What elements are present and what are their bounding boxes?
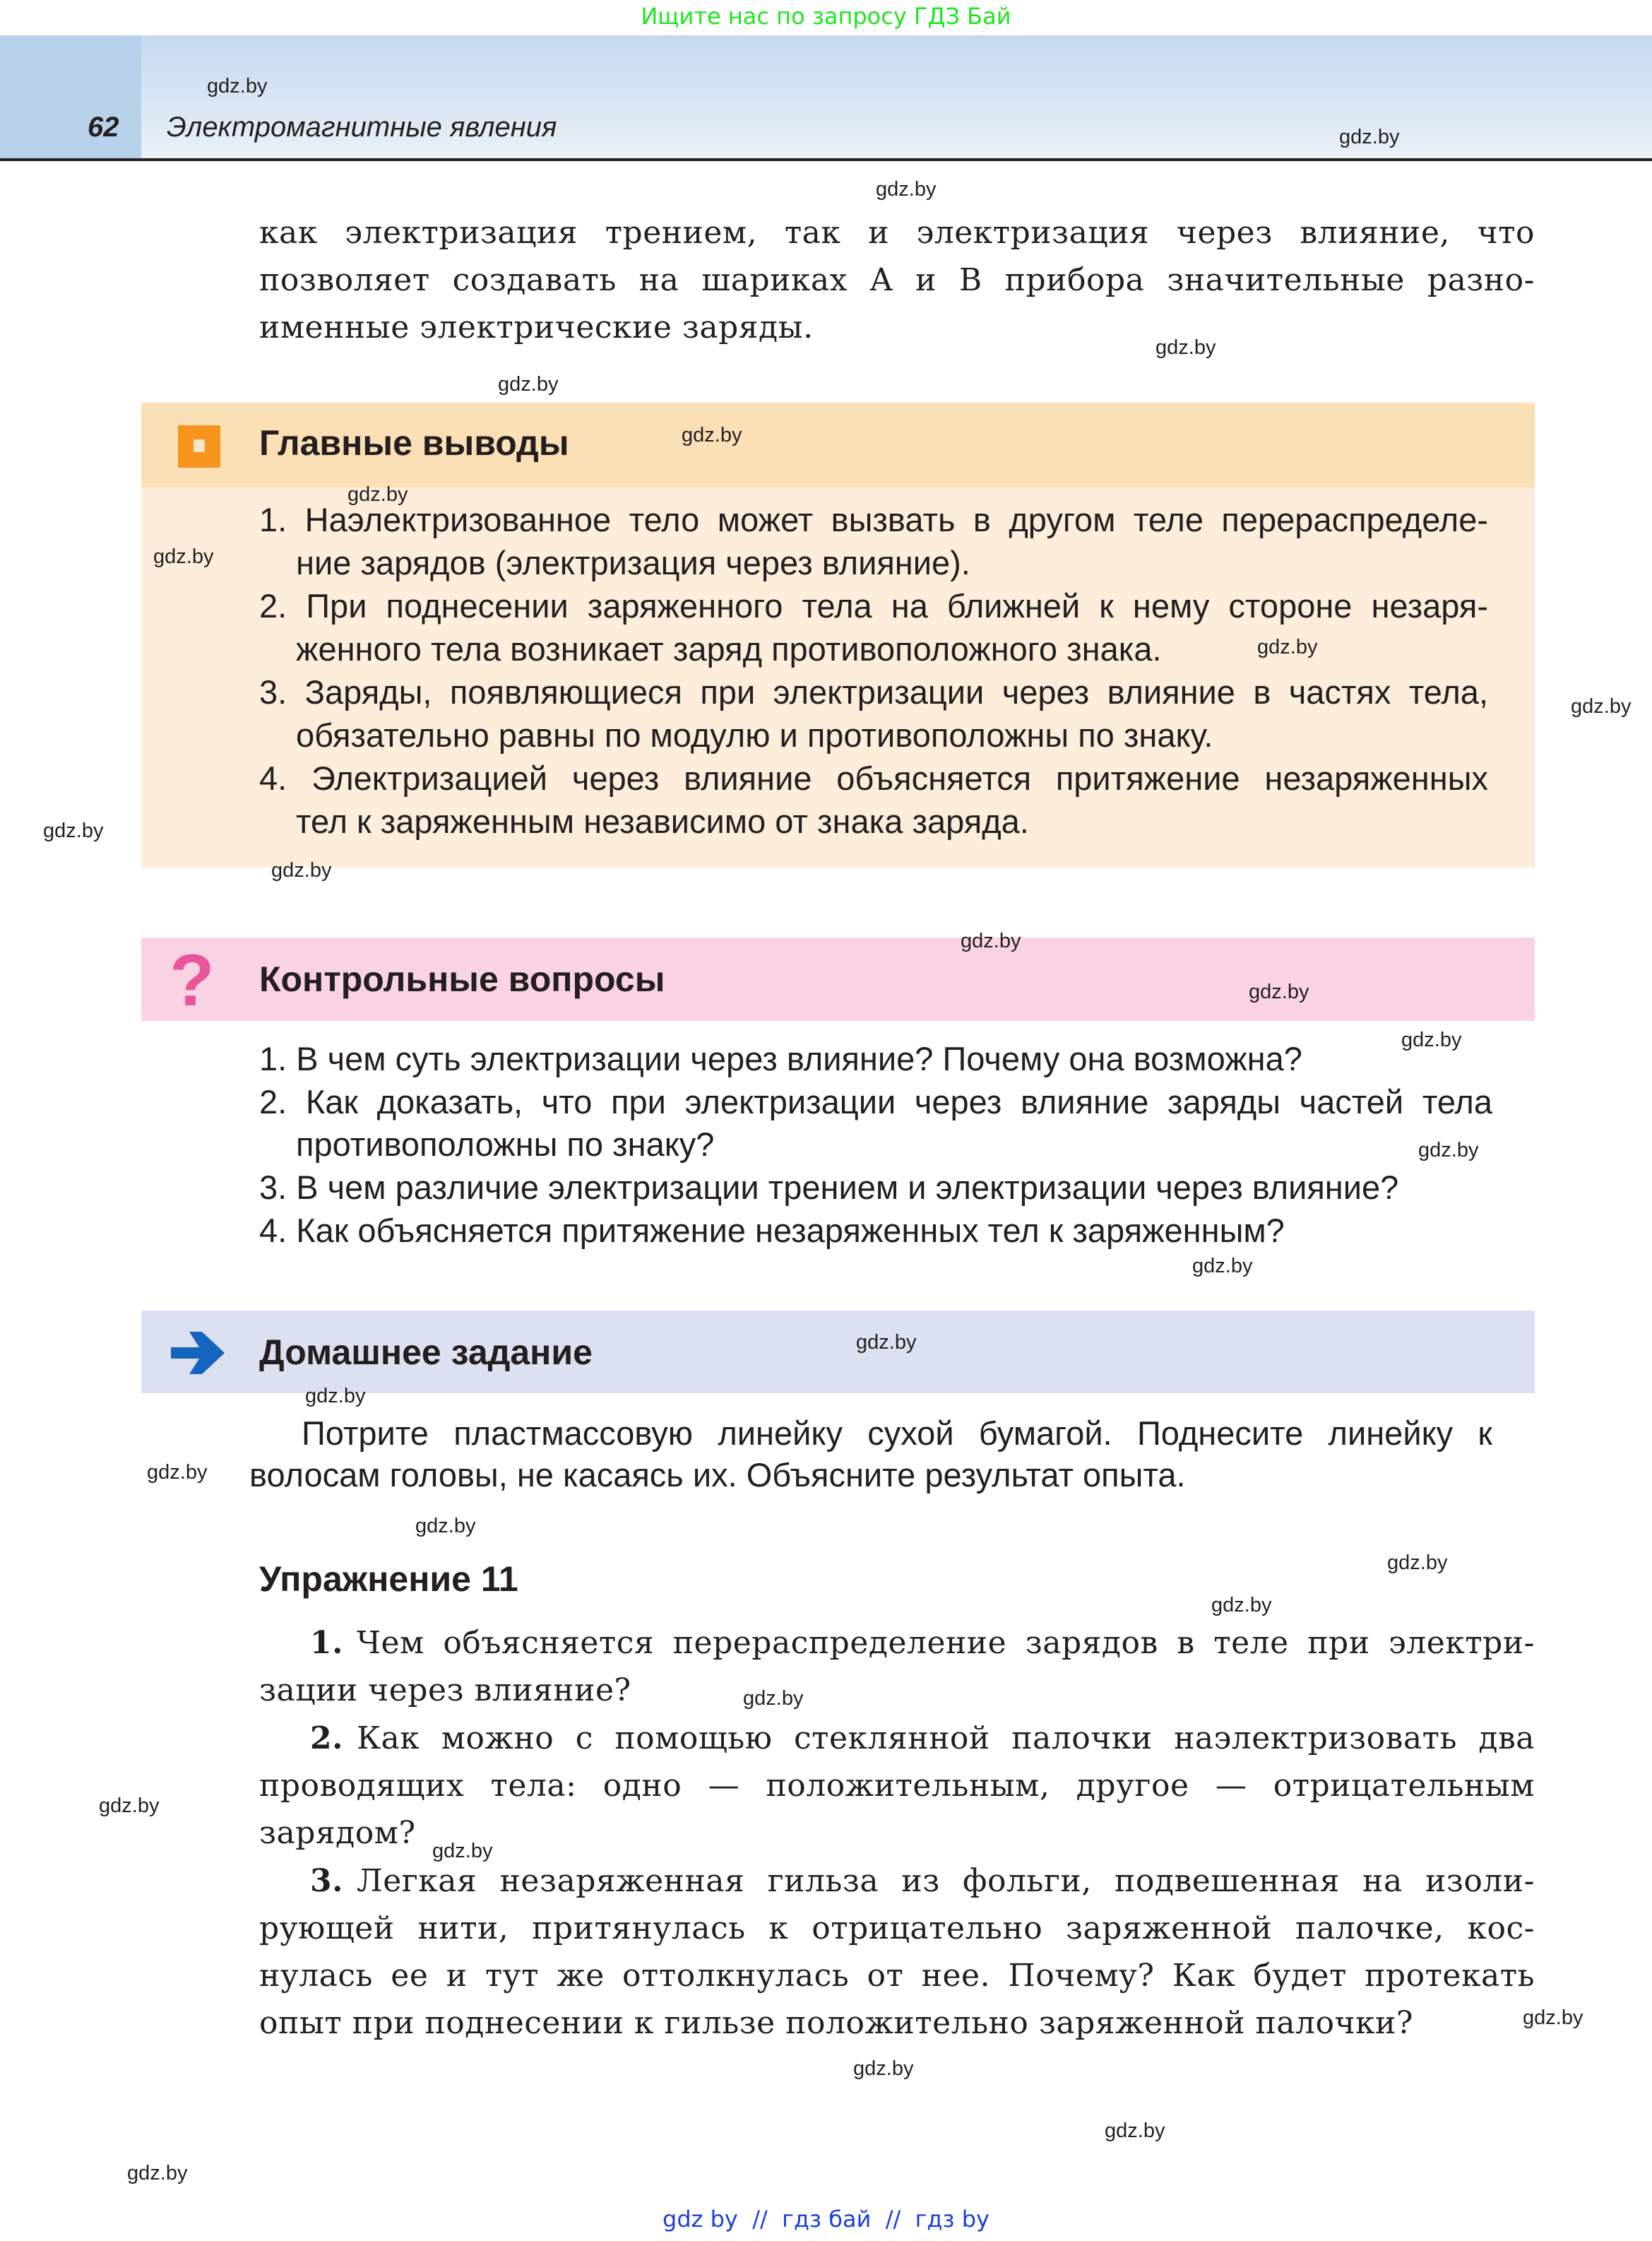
exercise-item-2-line-3: зарядом?: [259, 1815, 416, 1851]
watermark: gdz.by: [1249, 981, 1309, 1003]
conclusions-box: [141, 403, 1535, 868]
watermark: gdz.by: [1387, 1551, 1448, 1574]
conclusion-item-3-line-2: обязательно равны по модулю и противоположны по знаку.: [296, 716, 1213, 754]
question-item-2-line-1: 2. Как доказать, что при электризации через влияние заряды частей тела: [259, 1083, 1492, 1120]
question-mark-icon: ?: [170, 940, 215, 1022]
orange-square-icon: [178, 425, 220, 468]
watermark: gdz.by: [432, 1840, 493, 1862]
watermark: gdz.by: [1211, 1594, 1272, 1616]
watermark: gdz.by: [498, 373, 559, 396]
paragraph-line: позволяет создавать на шариках A и B прибора значительные разно-: [259, 262, 1535, 298]
watermark: gdz.by: [853, 2057, 914, 2080]
watermark: gdz.by: [99, 1794, 160, 1817]
watermark: gdz.by: [207, 75, 268, 97]
page-number: 62: [88, 112, 119, 143]
watermark: gdz.by: [127, 2162, 188, 2184]
exercise-item-2-line-1: Как можно с помощью стеклянной палочки наэлектризовать два: [357, 1720, 1535, 1756]
watermark: gdz.by: [147, 1461, 208, 1484]
watermark: gdz.by: [305, 1385, 366, 1407]
question-item-2-line-2: противоположны по знаку?: [296, 1125, 715, 1163]
conclusion-item-1-line-2: ние зарядов (электризация через влияние).: [296, 544, 970, 581]
chapter-title: Электромагнитные явления: [167, 112, 557, 143]
watermark: gdz.by: [743, 1687, 804, 1710]
watermark: gdz.by: [1155, 336, 1216, 359]
watermark: gdz.by: [876, 178, 937, 201]
conclusions-header: [141, 403, 1535, 487]
watermark: gdz.by: [1418, 1139, 1479, 1161]
watermark: gdz.by: [1105, 2119, 1165, 2142]
conclusion-item-2-line-2: женного тела возникает заряд противоположного знака.: [296, 630, 1162, 668]
exercise-item-3-line-3: нулась ее и тут же оттолкнулась от нее. Почему? Как будет протекать: [259, 1958, 1535, 1994]
conclusion-item-1-line-1: 1. Наэлектризованное тело может вызвать в другом теле перераспределе-: [259, 501, 1488, 538]
page-number-strip: [0, 35, 141, 158]
exercise-item-2-line-2: проводящих тела: одно — положительным, другое — отрицательным: [259, 1768, 1535, 1804]
paragraph-line: как электризация трением, так и электризация через влияние, что: [259, 215, 1535, 251]
question-item-1: 1. В чем суть электризации через влияние? Почему она возможна?: [259, 1040, 1302, 1077]
watermark: gdz.by: [1257, 636, 1318, 658]
exercise-title: Упражнение 11: [259, 1559, 518, 1599]
watermark: gdz.by: [1523, 2006, 1583, 2029]
conclusions-title: Главные выводы: [259, 423, 569, 463]
watermark: gdz.by: [347, 483, 408, 506]
question-item-4: 4. Как объясняется притяжение незаряженных тел к заряженным?: [259, 1212, 1285, 1249]
conclusion-item-3-line-1: 3. Заряды, появляющиеся при электризации через влияние в частях тела,: [259, 673, 1488, 711]
footer-links: gdz by // гдз бай // гдз by: [662, 2206, 990, 2233]
watermark: gdz.by: [682, 424, 742, 447]
watermark: gdz.by: [1339, 126, 1400, 148]
conclusion-item-4-line-2: тел к заряженным независимо от знака заряда.: [296, 803, 1029, 840]
exercise-item-3-line-1: Легкая незаряженная гильза из фольги, подвешенная на изоли-: [357, 1863, 1535, 1899]
exercise-item-1-number: 1.: [310, 1625, 343, 1661]
questions-header: [141, 938, 1535, 1021]
watermark: gdz.by: [856, 1331, 917, 1354]
watermark: gdz.by: [271, 859, 332, 882]
paragraph-line: именные электрические заряды.: [259, 309, 814, 345]
watermark: gdz.by: [1192, 1255, 1253, 1277]
exercise-item-3-line-4: опыт при поднесении к гильзе положительно заряженной палочки?: [259, 2005, 1413, 2041]
question-item-3: 3. В чем различие электризации трением и электризации через влияние?: [259, 1169, 1399, 1206]
watermark: gdz.by: [1401, 1029, 1462, 1051]
top-banner: Ищите нас по запросу ГДЗ Бай: [641, 3, 1011, 30]
header-divider: [0, 158, 1652, 161]
exercise-item-1-line-1: Чем объясняется перераспределение зарядов в теле при электри-: [357, 1625, 1535, 1661]
homework-header: [141, 1311, 1535, 1393]
watermark: gdz.by: [43, 820, 104, 842]
questions-title: Контрольные вопросы: [259, 959, 665, 999]
watermark: gdz.by: [1571, 695, 1632, 718]
exercise-item-3-number: 3.: [310, 1863, 343, 1899]
exercise-item-1-line-2: зации через влияние?: [259, 1672, 631, 1708]
exercise-item-2-number: 2.: [310, 1720, 343, 1756]
watermark: gdz.by: [415, 1515, 476, 1537]
conclusion-item-4-line-1: 4. Электризацией через влияние объясняется притяжение незаряженных: [259, 759, 1488, 797]
conclusion-item-2-line-1: 2. При поднесении заряженного тела на ближней к нему стороне незаря-: [259, 587, 1488, 625]
watermark: gdz.by: [153, 545, 214, 568]
watermark: gdz.by: [961, 930, 1021, 952]
exercise-item-3-line-2: рующей нити, притянулась к отрицательно заряженной палочке, кос-: [259, 1910, 1535, 1946]
homework-title: Домашнее задание: [259, 1332, 593, 1372]
homework-line: Потрите пластмассовую линейку сухой бумагой. Поднесите линейку к: [302, 1414, 1492, 1452]
arrow-right-icon: [171, 1332, 225, 1374]
homework-line: волосам головы, не касаясь их. Объясните результат опыта.: [249, 1456, 1186, 1494]
